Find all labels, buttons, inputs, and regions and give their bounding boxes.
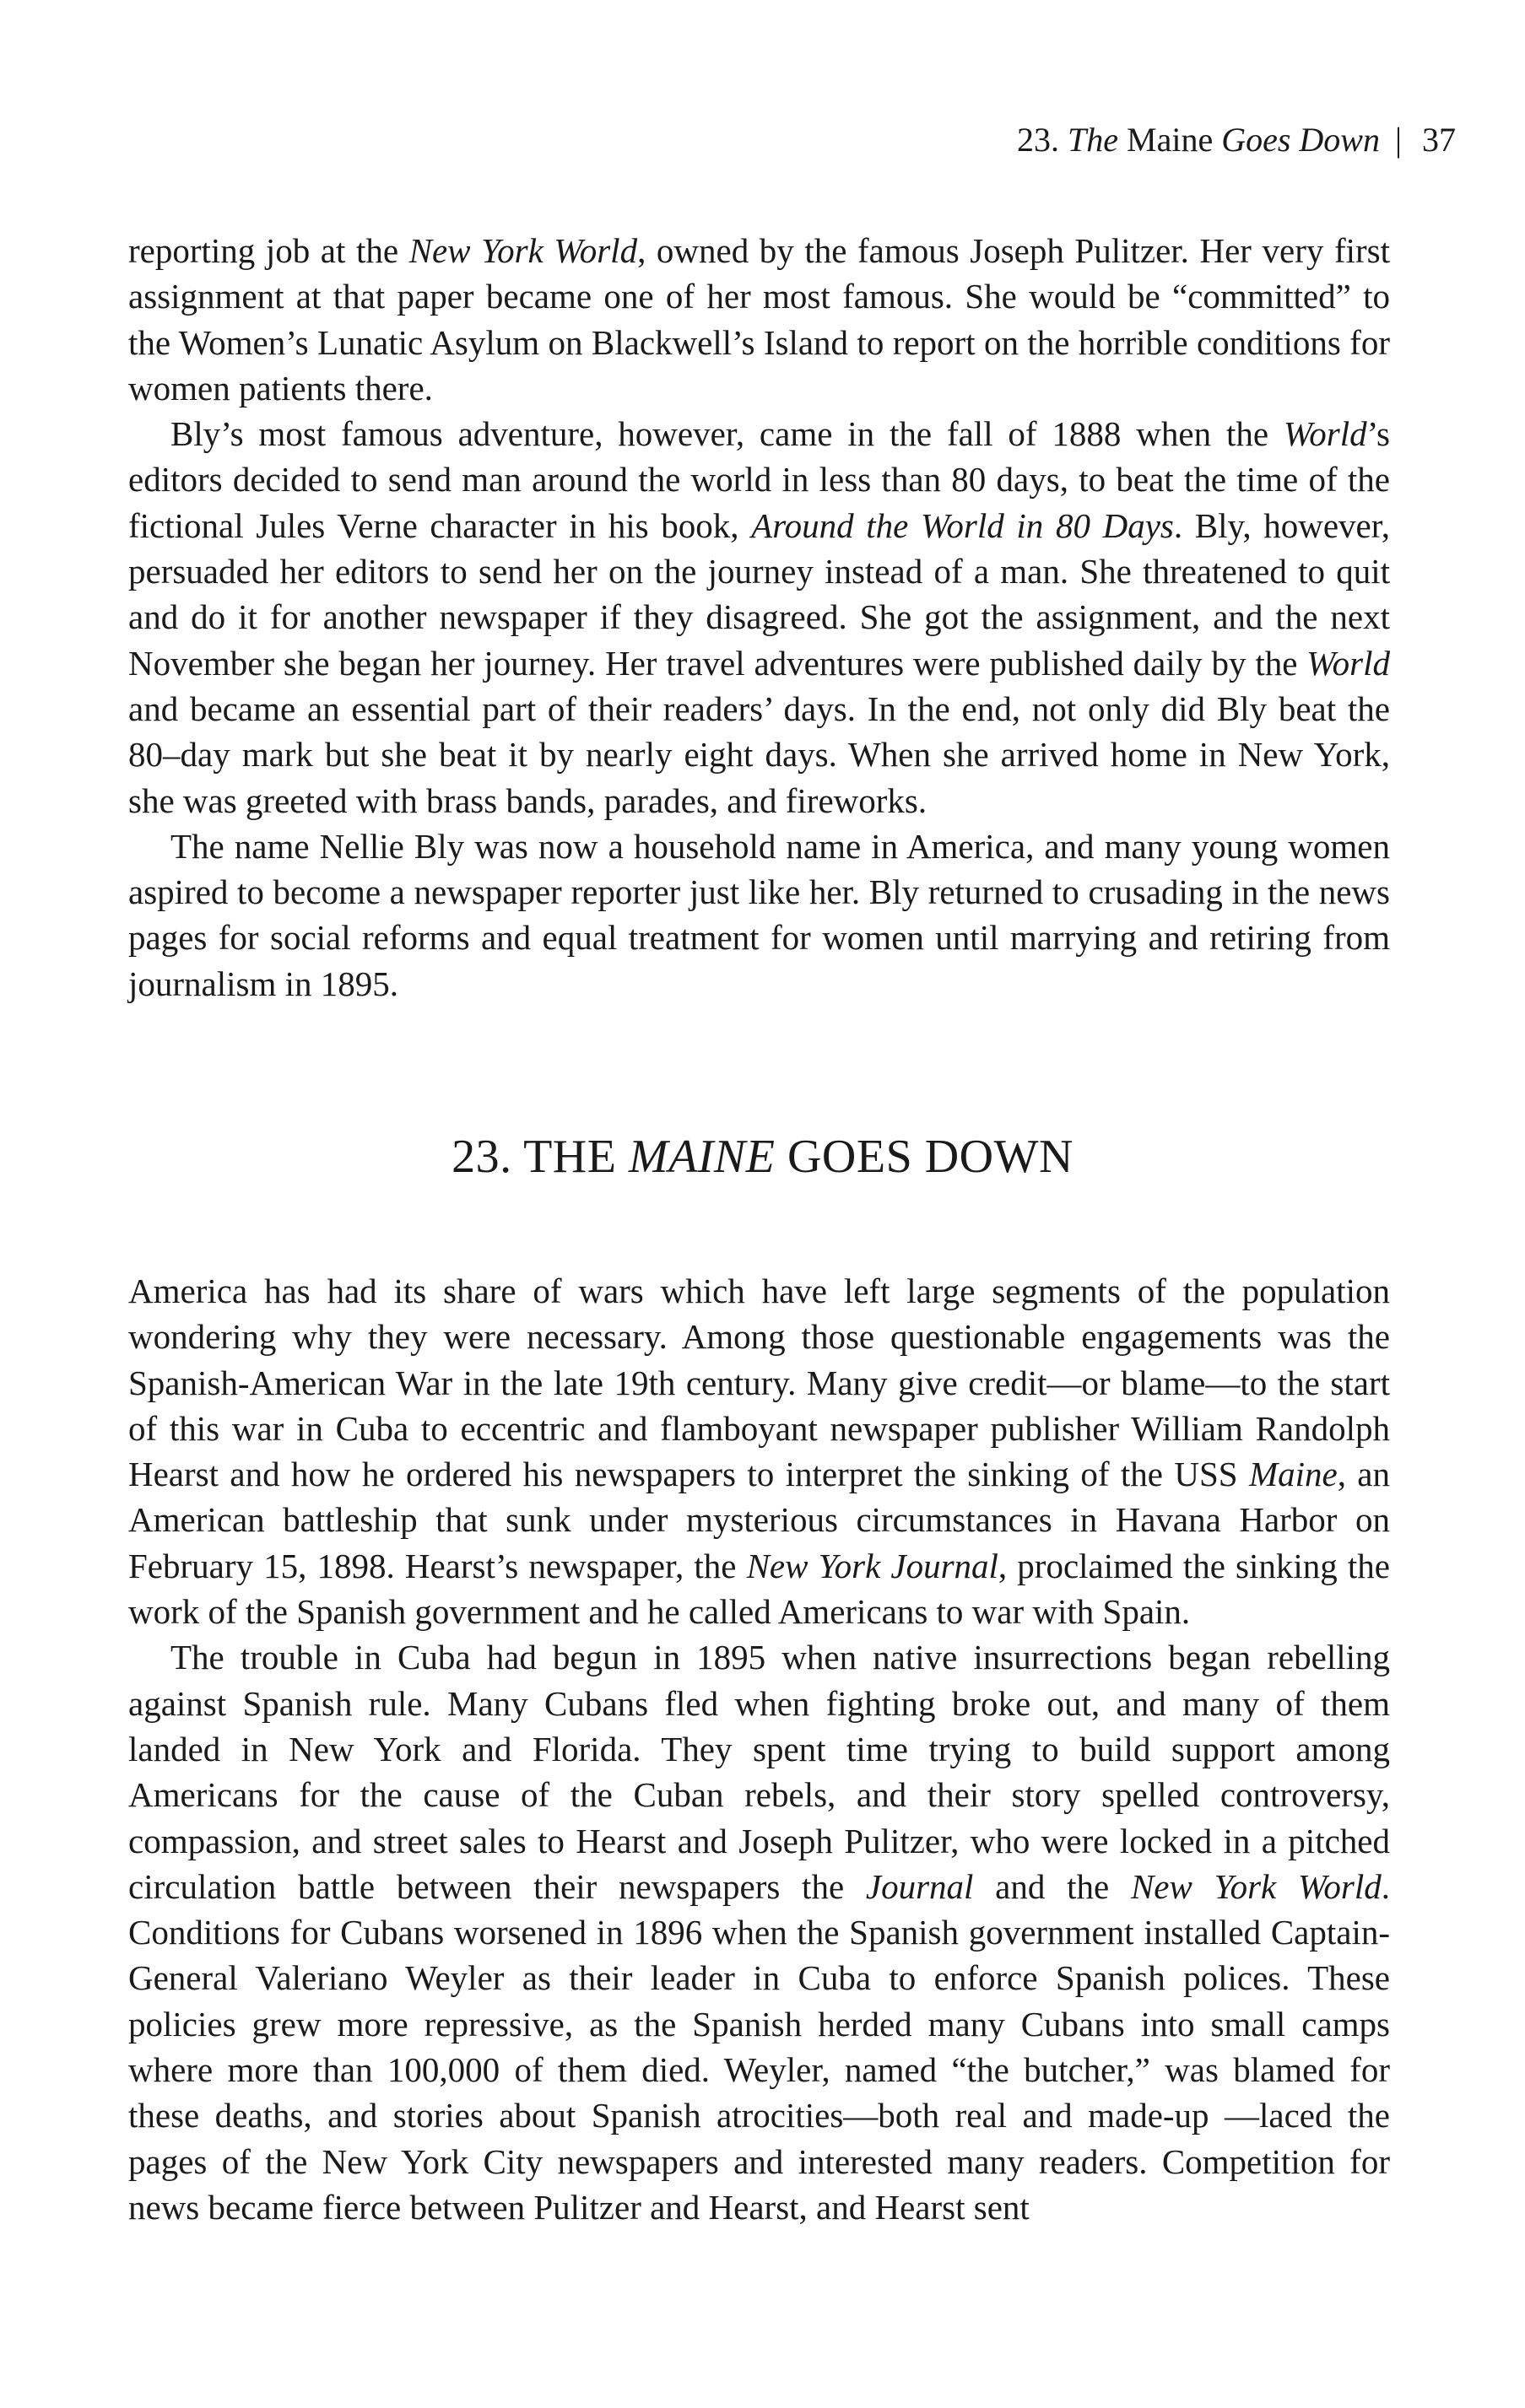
text-run: The name Nellie Bly was now a household name in America, and many young women aspired to become a newspaper reporter just like her. Bly returned to crusading in the news pages for social reforms and equal treatment for women until marrying and retiring from journalism in 1895. <box>128 826 1390 1003</box>
body-text-continued <box>128 228 1390 1007</box>
italic-text: Around the World in 80 Days <box>751 505 1174 545</box>
section-heading-rest: GOES DOWN <box>775 1131 1073 1183</box>
text-run: , proclaimed the sinking the work of the Spanish government and he called Americans to war with Spain. <box>128 1546 1390 1632</box>
running-head <box>1017 120 1456 160</box>
paragraph <box>128 411 1390 823</box>
running-head-ship: Maine <box>1127 121 1214 159</box>
italic-text: New York World <box>408 231 638 270</box>
paragraph <box>128 823 1390 1007</box>
running-head-chapter: 23. <box>1017 121 1068 159</box>
text-run: . Bly, however, persuaded her editors to send her on the journey instead of a man. She threatened to quit and do it for another newspaper if they disagreed. She got the assignment, and the next November she began her journey. Her travel adventures were published daily by the <box>128 505 1390 683</box>
text-run: reporting job at the <box>128 231 409 270</box>
running-head-rest: Goes Down <box>1221 121 1380 159</box>
text-run: and became an essential part of their readers’ days. In the end, not only did Bly beat the 80–day mark but she beat it by nearly eight days. When she arrived home in New York, she was greeted with brass bands, parades, and fireworks. <box>128 688 1390 820</box>
italic-text: World <box>1306 643 1390 683</box>
italic-text: New York World <box>1130 1866 1382 1906</box>
text-run: Bly’s most famous adventure, however, came in the fall of 1888 when the <box>170 414 1284 454</box>
body-text-section <box>128 1268 1390 2230</box>
italic-text: New York Journal <box>746 1546 998 1585</box>
text-run: , owned by the famous Joseph Pulitzer. Her very first assignment at that paper became one of her most famous. She would be “committed” to the Women’s Lunatic Asylum on Blackwell’s Island to report on the horrible conditions for women patients there. <box>128 231 1390 408</box>
text-run: . Conditions for Cubans worsened in 1896 when the Spanish government installed Captain-General Valeriano Weyler as their leader in Cuba to enforce Spanish polices. These policies grew more repressive, as the Spanish herded many Cubans into small camps where more than 100,000 of them died. Weyler, named “the butcher,” was blamed for these deaths, and stories about Spanish atrocities—both real and made-up —laced the pages of the New York City newspapers and interested many readers. Competition for news became fierce between Pulitzer and Hearst, and Hearst sent <box>128 1866 1390 2227</box>
text-run: The trouble in Cuba had begun in 1895 when native insurrections began rebelling against Spanish rule. Many Cubans fled when fighting broke out, and many of them landed in New York and Florida. They spent time trying to build support among Americans for the cause of the Cuban rebels, and their story spelled controversy, compassion, and street sales to Hearst and Joseph Pulitzer, who were locked in a pitched circulation battle between their newspapers the <box>128 1638 1390 1906</box>
paragraph <box>128 1268 1390 1634</box>
paragraph <box>128 1634 1390 2230</box>
running-head-separator: | <box>1394 121 1402 159</box>
page-number: 37 <box>1422 121 1456 159</box>
section-heading-ship: MAINE <box>628 1131 776 1183</box>
italic-text: Maine <box>1248 1455 1338 1494</box>
running-head-the: The <box>1068 121 1119 159</box>
text-run: and the <box>973 1866 1131 1906</box>
text-run: America has had its share of wars which have left large segments of the population wondering why they were necessary. Among those questionable engagements was the Spanish-American War in the late 19th century. Many give credit—or blame—to the start of this war in Cuba to eccentric and flamboyant newspaper publisher William Randolph Hearst and how he ordered his newspapers to interpret the sinking of the USS <box>128 1271 1390 1494</box>
section-heading-number: 23. THE <box>452 1131 629 1183</box>
paragraph <box>128 228 1390 411</box>
text-run: ’s editors decided to send man around the world in less than 80 days, to beat the time of the fictional Jules Verne character in his book, <box>128 414 1390 545</box>
italic-text: World <box>1283 414 1367 454</box>
italic-text: Journal <box>865 1866 974 1906</box>
section-heading <box>0 1129 1525 1185</box>
text-run: , an American battleship that sunk under mysterious circumstances in Havana Harbor on February 15, 1898. Hearst’s newspaper, the <box>128 1455 1390 1585</box>
